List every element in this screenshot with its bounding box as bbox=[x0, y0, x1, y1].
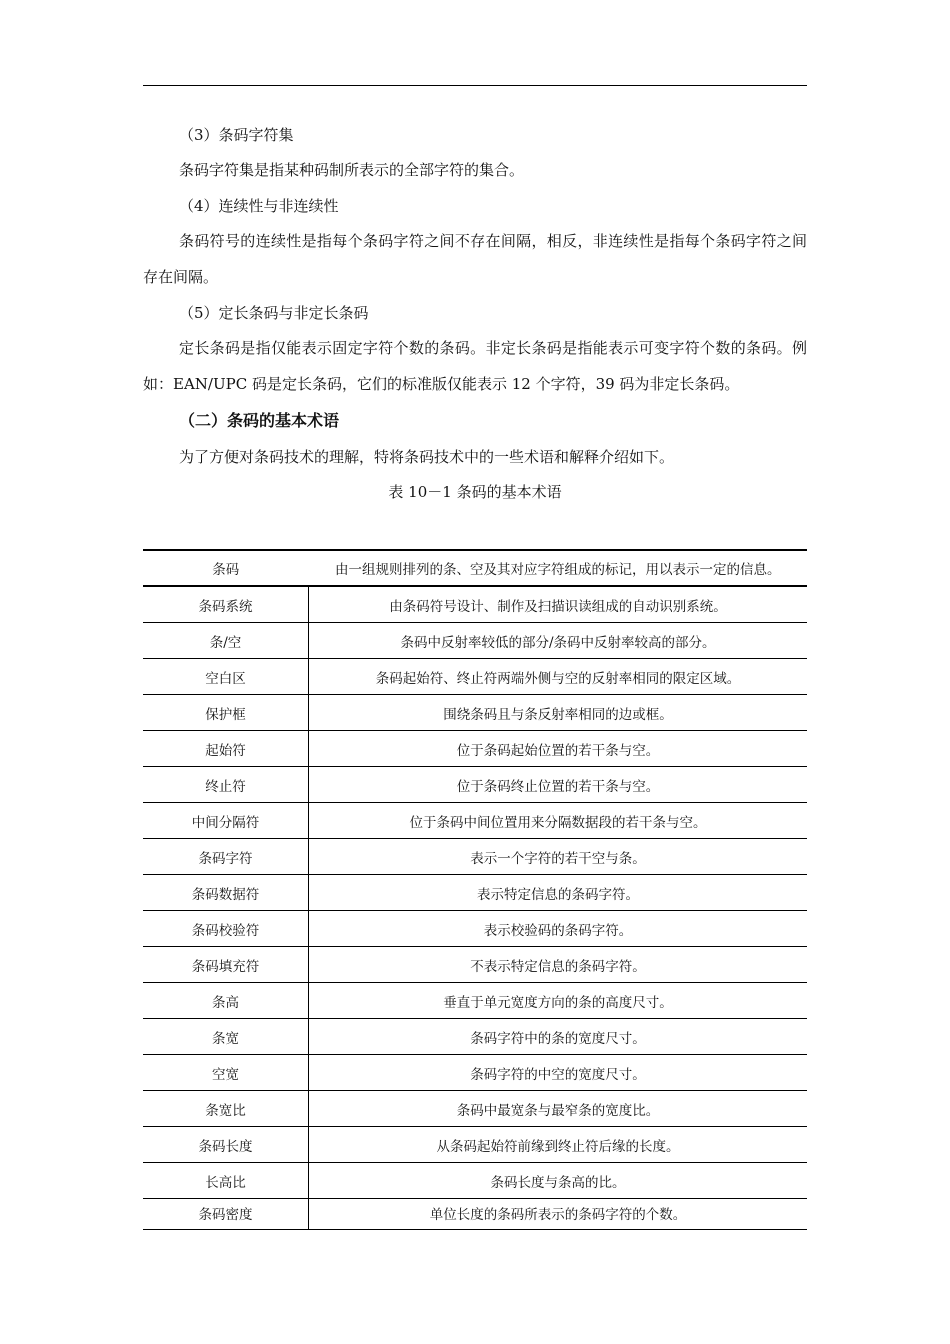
term-cell: 条码 bbox=[143, 550, 309, 586]
definition-cell: 表示特定信息的条码字符。 bbox=[309, 875, 808, 911]
table-row bbox=[143, 1091, 807, 1127]
term-cell: 条码密度 bbox=[143, 1199, 309, 1230]
definition-cell: 条码起始符、终止符两端外侧与空的反射率相同的限定区域。 bbox=[309, 659, 808, 695]
definition-cell: 不表示特定信息的条码字符。 bbox=[309, 947, 808, 983]
definition-cell: 条码中最宽条与最窄条的宽度比。 bbox=[309, 1091, 808, 1127]
paragraph-3: 条码字符集是指某种码制所表示的全部字符的集合。 bbox=[179, 161, 525, 179]
term-cell: 条码系统 bbox=[143, 586, 309, 623]
term-cell: 条码长度 bbox=[143, 1127, 309, 1163]
definition-cell: 条码中反射率较低的部分/条码中反射率较高的部分。 bbox=[309, 623, 808, 659]
definition-cell: 由一组规则排列的条、空及其对应字符组成的标记，用以表示一定的信息。 bbox=[309, 550, 808, 586]
definition-cell: 围绕条码且与条反射率相同的边或框。 bbox=[309, 695, 808, 731]
section-intro: 为了方便对条码技术的理解，特将条码技术中的一些术语和解释介绍如下。 bbox=[179, 447, 675, 466]
table-row bbox=[143, 695, 807, 731]
table-row bbox=[143, 767, 807, 803]
definition-cell: 位于条码起始位置的若干条与空。 bbox=[309, 731, 808, 767]
definition-cell: 位于条码中间位置用来分隔数据段的若干条与空。 bbox=[309, 803, 808, 839]
subheading-3: （3）条码字符集 bbox=[179, 126, 294, 144]
table-row bbox=[143, 659, 807, 695]
table-caption: 表 10－1 条码的基本术语 bbox=[388, 483, 562, 501]
table-row bbox=[143, 875, 807, 911]
subheading-4: （4）连续性与非连续性 bbox=[179, 196, 339, 215]
table-row bbox=[143, 1055, 807, 1091]
header-rule bbox=[143, 85, 807, 86]
table-row bbox=[143, 983, 807, 1019]
term-cell: 条/空 bbox=[143, 623, 309, 659]
table-row bbox=[143, 839, 807, 875]
table-row bbox=[143, 731, 807, 767]
definition-cell: 条码字符的中空的宽度尺寸。 bbox=[309, 1055, 808, 1091]
term-cell: 条码字符 bbox=[143, 839, 309, 875]
term-cell: 空宽 bbox=[143, 1055, 309, 1091]
paragraph-5: 定长条码是指仅能表示固定字符个数的条码。非定长条码是指能表示可变字符个数的条码。例如：EAN/UPC 码是定长条码，它们的标准版仅能表示 12 个字符，39 码为非定长条码。 bbox=[143, 338, 807, 393]
term-cell: 条宽比 bbox=[143, 1091, 309, 1127]
definition-cell: 位于条码终止位置的若干条与空。 bbox=[309, 767, 808, 803]
term-cell: 条宽 bbox=[143, 1019, 309, 1055]
table-row bbox=[143, 911, 807, 947]
term-cell: 起始符 bbox=[143, 731, 309, 767]
table-row bbox=[143, 1127, 807, 1163]
definition-cell: 条码字符中的条的宽度尺寸。 bbox=[309, 1019, 808, 1055]
term-cell: 条码校验符 bbox=[143, 911, 309, 947]
table-row bbox=[143, 1199, 807, 1230]
definition-cell: 条码长度与条高的比。 bbox=[309, 1163, 808, 1199]
table-row bbox=[143, 550, 807, 586]
definition-cell: 表示校验码的条码字符。 bbox=[309, 911, 808, 947]
terms-table bbox=[143, 549, 807, 1230]
table-row bbox=[143, 947, 807, 983]
table-row bbox=[143, 803, 807, 839]
table-row bbox=[143, 1163, 807, 1199]
term-cell: 条高 bbox=[143, 983, 309, 1019]
table-row bbox=[143, 1019, 807, 1055]
paragraph-4: 条码符号的连续性是指每个条码字符之间不存在间隔，相反，非连续性是指每个条码字符之间存在间隔。 bbox=[143, 231, 807, 286]
subheading-5: （5）定长条码与非定长条码 bbox=[179, 303, 369, 322]
term-cell: 长高比 bbox=[143, 1163, 309, 1199]
definition-cell: 由条码符号设计、制作及扫描识读组成的自动识别系统。 bbox=[309, 586, 808, 623]
section-title: （二）条码的基本术语 bbox=[179, 410, 340, 430]
definition-cell: 垂直于单元宽度方向的条的高度尺寸。 bbox=[309, 983, 808, 1019]
term-cell: 中间分隔符 bbox=[143, 803, 309, 839]
definition-cell: 单位长度的条码所表示的条码字符的个数。 bbox=[309, 1199, 808, 1230]
definition-cell: 表示一个字符的若干空与条。 bbox=[309, 839, 808, 875]
table-row bbox=[143, 586, 807, 623]
term-cell: 条码数据符 bbox=[143, 875, 309, 911]
definition-cell: 从条码起始符前缘到终止符后缘的长度。 bbox=[309, 1127, 808, 1163]
term-cell: 保护框 bbox=[143, 695, 309, 731]
table-row bbox=[143, 623, 807, 659]
term-cell: 条码填充符 bbox=[143, 947, 309, 983]
term-cell: 空白区 bbox=[143, 659, 309, 695]
term-cell: 终止符 bbox=[143, 767, 309, 803]
document-body bbox=[143, 118, 807, 507]
